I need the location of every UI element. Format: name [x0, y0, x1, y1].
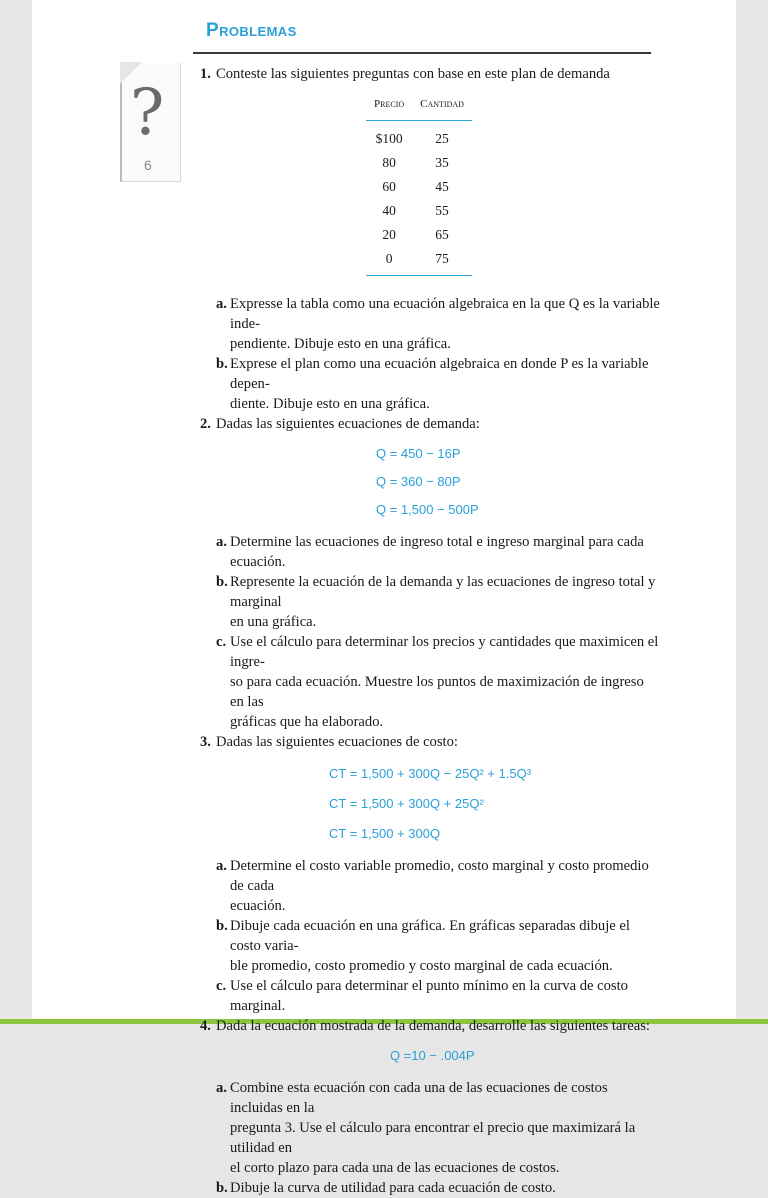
heading-rule	[193, 52, 651, 54]
column-header-price: Precio	[366, 90, 412, 121]
table-cell: 35	[435, 155, 449, 170]
problem-text: Conteste las siguientes preguntas con base en este plan de demanda	[216, 66, 610, 82]
problem-number: 1.	[200, 66, 211, 82]
demand-equation-3: Q = 1,500 − 500P	[376, 502, 479, 517]
table-row	[366, 223, 472, 247]
problem-2	[200, 414, 660, 434]
problem-text: Dadas las siguientes ecuaciones de costo:	[216, 734, 458, 750]
question-mark-glyph: ?	[130, 76, 165, 150]
subitem-line: Represente la ecuación de la demanda y las ecuaciones de ingreso total y marginal	[230, 574, 656, 610]
subitem-label: a.	[216, 1080, 227, 1096]
cost-equation-3: CT = 1,500 + 300Q	[329, 826, 441, 841]
problems-content	[200, 64, 660, 1198]
subitem-line: diente. Dibuje esto en una gráfica.	[230, 396, 430, 412]
table-cell: 60	[382, 179, 396, 194]
subitem-line: ecuación.	[230, 898, 286, 914]
demand-equation-4: Q =10 − .004P	[390, 1048, 475, 1063]
subitem-line: pendiente. Dibuje esto en una gráfica.	[230, 336, 451, 352]
demand-equation-1: Q = 450 − 16P	[376, 446, 461, 461]
subitem-4a	[200, 1078, 660, 1178]
subitem-line: ble promedio, costo promedio y costo marginal de cada ecuación.	[230, 958, 613, 974]
subitem-3a	[200, 856, 660, 916]
table-cell: 25	[435, 131, 449, 146]
subitem-line: Use el cálculo para determinar el punto mínimo en la curva de costo marginal.	[230, 978, 628, 1014]
cost-equation-1: CT = 1,500 + 300Q − 25Q² + 1.5Q³	[329, 766, 532, 781]
chapter-number: 6	[144, 157, 152, 173]
problem-4	[200, 1016, 660, 1036]
subitem-label: a.	[216, 534, 227, 550]
subitem-line: so para cada ecuación. Muestre los puntos de maximización de ingreso en las	[230, 674, 644, 710]
problem-text: Dadas las siguientes ecuaciones de demanda:	[216, 416, 480, 432]
subitem-line: Dibuje cada ecuación en una gráfica. En gráficas separadas dibuje el costo varia-	[230, 918, 630, 954]
subitem-line: Determine el costo variable promedio, costo marginal y costo promedio de cada	[230, 858, 649, 894]
subitem-label: a.	[216, 858, 227, 874]
section-heading: Problemas	[206, 20, 297, 41]
subitem-2c	[200, 632, 660, 732]
subitem-label: b.	[216, 356, 228, 372]
column-header-quantity: Cantidad	[412, 90, 472, 121]
table-row	[366, 175, 472, 199]
subitem-4b	[200, 1178, 660, 1198]
subitem-line: Exprese el plan como una ecuación algebraica en donde P es la variable depen-	[230, 356, 649, 392]
subitem-label: a.	[216, 296, 227, 312]
problem-number: 2.	[200, 416, 211, 432]
subitem-label: c.	[216, 978, 227, 994]
subitem-label: b.	[216, 918, 228, 934]
subitem-3b	[200, 916, 660, 976]
subitem-1b	[200, 354, 660, 414]
subitem-line: el corto plazo para cada una de las ecuaciones de costos.	[230, 1160, 560, 1176]
cost-equation-2: CT = 1,500 + 300Q + 25Q²	[329, 796, 484, 811]
subitem-3c	[200, 976, 660, 1016]
table-row	[366, 199, 472, 223]
problem-1	[200, 64, 660, 84]
table-row	[366, 121, 472, 152]
problem-number: 3.	[200, 734, 211, 750]
question-mark-icon	[120, 63, 181, 182]
table-row	[366, 151, 472, 175]
subitem-2a	[200, 532, 660, 572]
subitem-2b	[200, 572, 660, 632]
subitem-label: b.	[216, 574, 228, 590]
subitem-1a	[200, 294, 660, 354]
table-cell: 55	[435, 203, 449, 218]
subitem-line: Expresse la tabla como una ecuación algebraica en la que Q es la variable inde-	[230, 296, 660, 332]
problem-text: Dada la ecuación mostrada de la demanda, desarrolle las siguientes tareas:	[216, 1018, 650, 1034]
subitem-line: pregunta 3. Use el cálculo para encontrar el precio que maximizará la utilidad en	[230, 1120, 636, 1156]
subitem-line: en una gráfica.	[230, 614, 317, 630]
subitem-label: b.	[216, 1180, 228, 1196]
demand-table	[366, 90, 472, 276]
problem-3	[200, 732, 660, 752]
table-cell: 75	[412, 247, 472, 276]
subitem-line: gráficas que ha elaborado.	[230, 714, 384, 730]
table-cell: 45	[435, 179, 449, 194]
table-cell: 40	[382, 203, 396, 218]
problem-number: 4.	[200, 1018, 211, 1034]
subitem-line: Dibuje la curva de utilidad para cada ecuación de costo.	[230, 1180, 556, 1196]
table-cell: 20	[382, 227, 396, 242]
table-row	[366, 247, 472, 276]
table-header-row	[366, 90, 472, 121]
subitem-line: Determine las ecuaciones de ingreso total e ingreso marginal para cada ecuación.	[230, 534, 644, 570]
table-cell: 65	[435, 227, 449, 242]
table-cell: 80	[382, 155, 396, 170]
subitem-label: c.	[216, 634, 227, 650]
subitem-line: Use el cálculo para determinar los precios y cantidades que maximicen el ingre-	[230, 634, 659, 670]
subitem-line: Combine esta ecuación con cada una de las ecuaciones de costos incluidas en la	[230, 1080, 608, 1116]
table-cell: $100	[375, 131, 403, 146]
table-cell: 0	[366, 247, 412, 276]
demand-equation-2: Q = 360 − 80P	[376, 474, 461, 489]
